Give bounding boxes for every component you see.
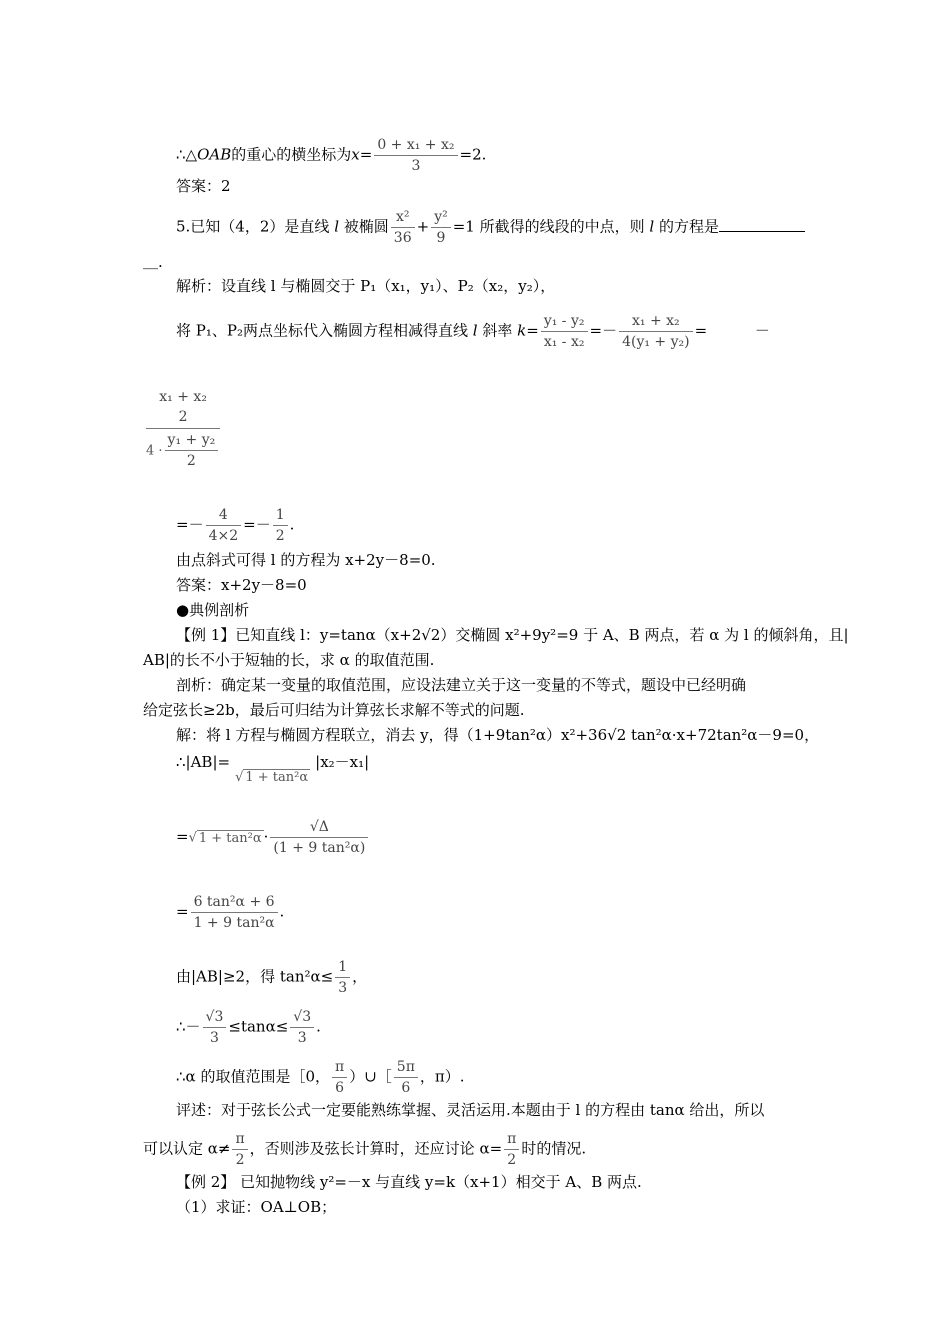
tan-range: ∴－ $\frac{√3}{3}$ ≤tanα≤ $\frac{√3}{3}$ . (176, 1009, 321, 1046)
slope-frac-2: $\frac{\text{x₁ + x₂}}{\text{4(y₁ + y₂)}}$ (619, 312, 693, 351)
answer-blank (719, 217, 805, 232)
compound-fraction: x₁ + x₂ 2 4 · $\frac{\text{y₁ + y₂}}{2}$ (146, 388, 220, 470)
analysis-2-line-1: 剖析：确定某一变量的取值范围，应设法建立关于这一变量的不等式，题设中已经明确 (176, 676, 747, 694)
section-heading: ●典例剖析 (176, 601, 250, 619)
problem-5-cont: ＿. (143, 253, 163, 271)
chord-length-2: =√ 1 + tan²α · $\frac{√\Delta}{\text{(1 + 9 tan²α)}}$ (176, 818, 370, 857)
slope-line: 将 P₁、P₂两点坐标代入椭圆方程相减得直线 l 斜率 k= $\frac{\text{y₁ - y₂}}{\text{x₁ - x₂}}$ =－ $\frac{\text{x₁ + x₂}}{\text{4(y₁ + y₂)}}$ = － (176, 313, 770, 350)
centroid-line: ∴△OAB的重心的横坐标为x= $\frac{\text{0 + x₁ + x₂}}{3}$ =2. (176, 137, 487, 174)
chord-length-3: = $\frac{\text{6 tan²α + 6}}{\text{1 + 9 tan²α}}$ . (176, 894, 285, 931)
example-1-line-1: 【例 1】已知直线 l：y=tanα（x+2√2）交椭圆 x²+9y²=9 于 A、B 两点，若 α 为 l 的倾斜角，且| (176, 626, 849, 644)
alpha-range: ∴α 的取值范围是［0， $\frac{\pi}{6}$ ）∪［ $\frac{5\pi}{6}$ ，π）. (176, 1059, 465, 1096)
answer-1: 答案：2 (176, 177, 231, 195)
problem-5: 5.已知（4，2）是直线 l 被椭圆 $\frac{\text{x²}}{36}$ + $\frac{\text{y²}}{9}$ =1 所截得的线段的中点，则 l 的方程是 (176, 208, 805, 247)
chord-length-1: ∴|AB|= √ 1 + tan²α |x₂－x₁| (176, 753, 370, 785)
slope-frac: $\frac{\text{y₁ - y₂}}{\text{x₁ - x₂}}$ (541, 312, 588, 351)
analysis-1: 解析：设直线 l 与椭圆交于 P₁（x₁，y₁）、P₂（x₂，y₂）， (176, 277, 556, 295)
comment-line-2: 可以认定 α≠ $\frac{\pi}{2}$ ，否则涉及弦长计算时，还应讨论 α= $\frac{\pi}{2}$ 时的情况. (143, 1131, 587, 1168)
point-slope-line: 由点斜式可得 l 的方程为 x+2y－8=0. (176, 551, 436, 569)
solution-line-1: 解：将 l 方程与椭圆方程联立，消去 y，得（1+9tan²α）x²+36√2 tan²α·x+72tan²α－9=0， (176, 726, 820, 744)
tan-bound: 由|AB|≥2，得 tan²α≤ $\frac{1}{3}$ ， (176, 959, 368, 996)
ellipse-frac-x: $\frac{\text{x²}}{36}$ (391, 208, 415, 247)
comment-line-1: 评述：对于弦长公式一定要能熟练掌握、灵活运用.本题由于 l 的方程由 tanα 给出，所以 (176, 1101, 765, 1119)
example-2: 【例 2】 已知抛物线 y²=－x 与直线 y=k（x+1）相交于 A、B 两点. (176, 1173, 642, 1191)
example-2-part-1: （1）求证：OA⊥OB； (176, 1198, 337, 1216)
ellipse-frac-y: $\frac{\text{y²}}{9}$ (431, 208, 451, 247)
slope-result: =－ $\frac{4}{4\times 2}$ =－ $\frac{1}{2}$ . (176, 507, 295, 544)
centroid-fraction: $\frac{\text{0 + x₁ + x₂}}{3}$ (374, 136, 457, 175)
answer-2: 答案：x+2y－8=0 (176, 576, 307, 594)
example-1-line-2: AB|的长不小于短轴的长，求 α 的取值范围. (143, 651, 435, 669)
analysis-2-line-2: 给定弦长≥2b，最后可归结为计算弦长求解不等式的问题. (143, 701, 525, 719)
